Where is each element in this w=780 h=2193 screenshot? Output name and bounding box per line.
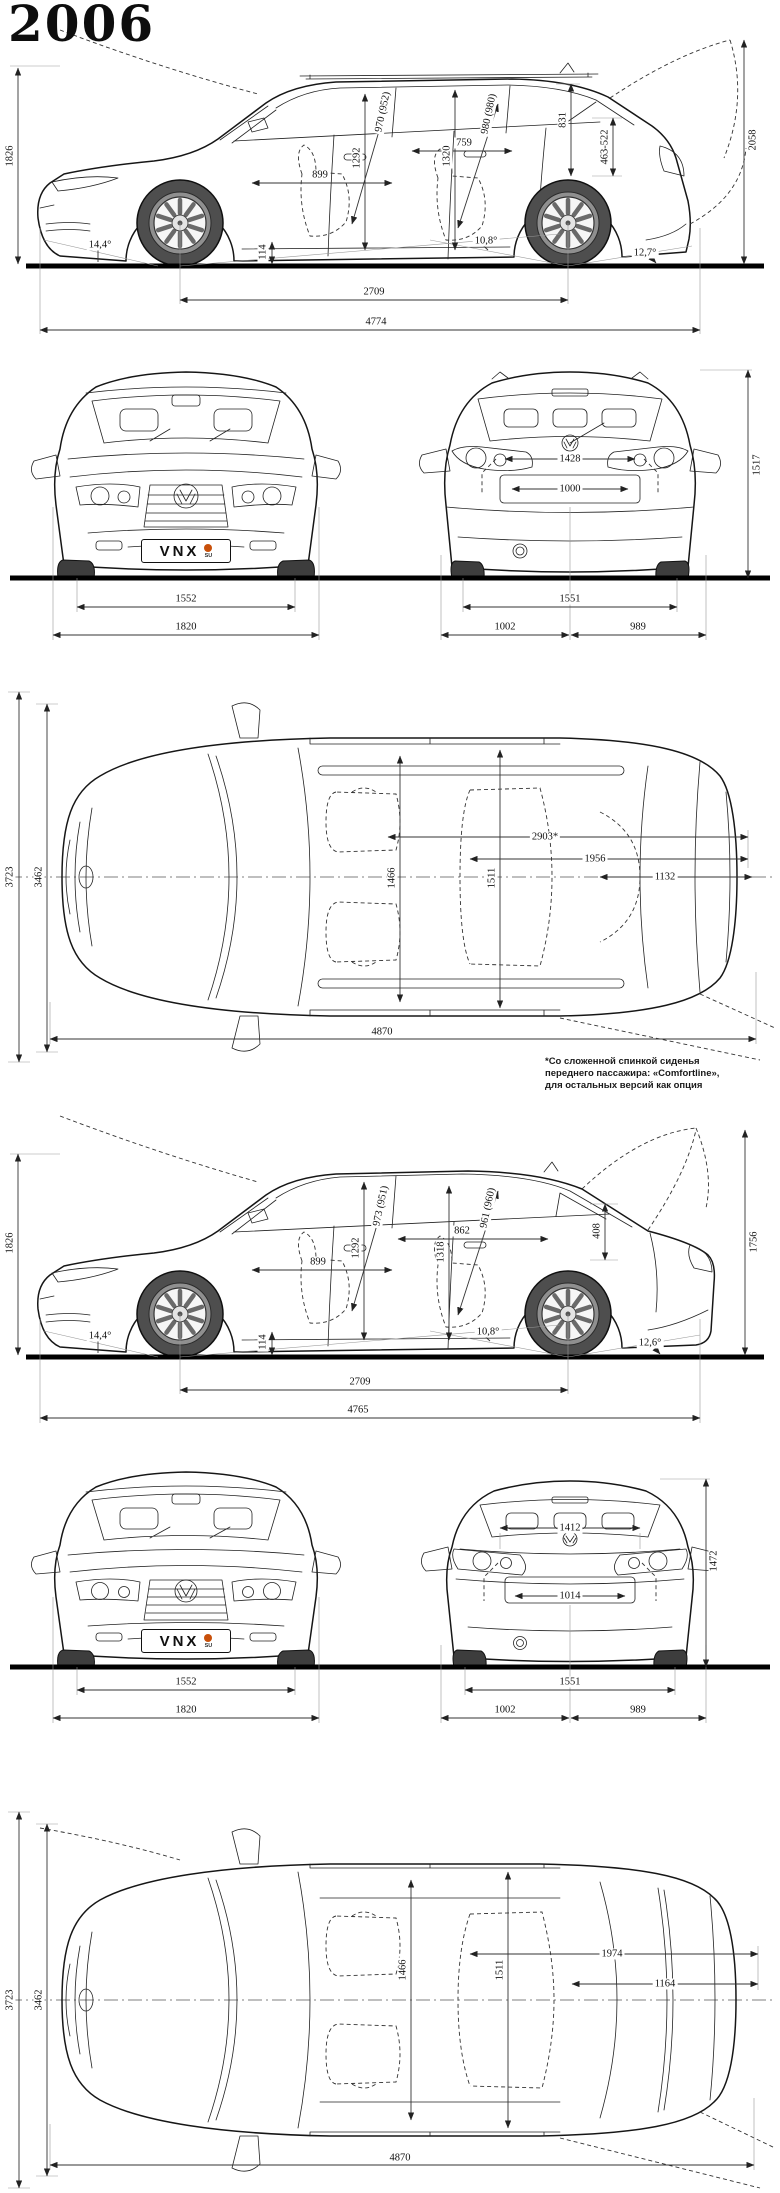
dim-front-track: 1552 [175,1676,197,1688]
dim-wheelbase: 2709 [349,1376,371,1388]
badge-dot-icon [204,544,212,552]
side-mirrors [31,455,340,479]
sedan-top-view [0,1798,780,2193]
dim-clearance-body: 3462 [33,1989,45,2011]
roof-rail [318,766,624,775]
dim-hatch-height: 831 [557,112,569,128]
plate-text: VNX [159,542,200,560]
sedan-front-rear-drawing [0,1465,780,1765]
dim-left-section: 1002 [494,1704,516,1716]
dim-ramp-angle: 10,8° [476,1326,500,1338]
dim-approach-angle: 14,4° [88,239,112,251]
dim-rear-track: 1551 [559,1676,581,1688]
dim-rear-door-opening: 759 [456,137,472,149]
roof-rail [318,979,624,988]
dim-rear-interior-height: 1318 [435,1241,447,1263]
dim-deck-height: 408 [591,1223,603,1239]
dim-clearance-total: 3723 [4,1989,16,2011]
dim-emblem-width: 1412 [559,1522,581,1534]
dim-cargo-length: 1956 [584,853,606,865]
dim-ground-clearance: 114 [257,1334,269,1350]
dim-height: 1517 [751,454,763,476]
dim-max-cargo-length: 2903* [531,831,559,843]
badge-dot-icon [204,1634,212,1642]
footnote-line2: переднего пассажира: «Comfortline», [545,1068,720,1079]
dim-length-total: 4870 [389,2152,411,2164]
license-plate [141,1629,231,1653]
front-seat-outline [298,145,349,236]
dim-height-total: 1826 [4,145,16,167]
dim-width-rear: 1511 [486,867,498,889]
dim-departure-angle: 12,7° [633,247,657,259]
dim-rear-door-opening: 862 [454,1225,470,1237]
dim-wheelbase: 2709 [363,286,385,298]
roof-rails [300,63,598,79]
vw-logo-icon [175,1580,197,1602]
dim-clearance-total: 3723 [4,866,16,888]
footnote [545,1056,775,1092]
dim-length-total: 4870 [371,1026,393,1038]
wagon-side-drawing [0,28,780,344]
vw-logo-icon [563,1532,577,1546]
dim-front-legroom: 899 [312,169,328,181]
dim-width: 1820 [175,621,197,633]
dim-trunk-width: 1164 [654,1978,676,1990]
dim-front-headroom: 970 (952) [373,90,393,134]
dim-length: 4765 [347,1404,369,1416]
dim-front-interior-height: 1292 [351,147,363,169]
dim-rear-interior-height: 1320 [441,145,453,167]
dim-ramp-angle: 10,8° [474,235,498,247]
dim-tailgate-open-height: 2058 [747,129,759,151]
dim-approach-angle: 14,4° [88,1330,112,1342]
footnote-line3: для остальных версий как опция [545,1080,703,1091]
sedan-side-drawing [0,1112,780,1428]
dim-right-section: 989 [630,1704,646,1716]
plate-badge-text: SU [204,552,213,559]
dim-front-interior-height: 1292 [350,1237,362,1259]
dim-height: 1472 [708,1550,720,1572]
dim-trunk-open-height: 1756 [748,1231,760,1253]
dim-load-sill: 463-522 [599,129,611,165]
wagon-front-rear-views [0,355,780,655]
sedan-top-drawing [0,1798,780,2193]
dim-rear-headroom: 980 (980) [479,92,499,136]
dim-front-legroom: 899 [310,1256,326,1268]
dim-opening-width: 1000 [559,483,581,495]
side-mirror [248,118,268,132]
license-plate [141,539,231,563]
dim-length: 4774 [365,316,387,328]
dim-rear-track: 1551 [559,593,581,605]
dim-shelf-width: 1974 [601,1948,623,1960]
dim-front-headroom: 973 (951) [371,1184,391,1228]
dim-right-section: 989 [630,621,646,633]
model-year-title: 2006 [8,0,156,53]
wagon-top-view [0,672,780,1064]
dim-ground-clearance: 114 [257,244,269,260]
plate-text: VNX [159,1632,200,1650]
open-tailgate-outline [610,40,746,224]
dim-departure-angle: 12,6° [638,1337,662,1349]
plate-country-badge [204,544,212,559]
plate-country-badge [204,1634,212,1649]
dim-emblem-width: 1428 [559,453,581,465]
footnote-line1: *Со сложенной спинкой сиденья [545,1056,700,1067]
dim-left-section: 1002 [494,621,516,633]
side-mirror [248,1209,268,1223]
dim-width: 1820 [175,1704,197,1716]
dim-opening-width: 1014 [559,1590,581,1602]
dim-width-front: 1466 [397,1959,409,1981]
sedan-side-view [0,1112,780,1428]
wagon-side-view [0,28,780,344]
dim-width-rear: 1511 [494,1959,506,1981]
wagon-front-rear-drawing [0,355,780,655]
dim-cargo-width: 1132 [654,871,676,883]
dim-clearance-body: 3462 [33,866,45,888]
dim-height-total: 1826 [4,1232,16,1254]
dim-rear-headroom: 961 (960) [478,1186,498,1230]
plate-badge-text: SU [204,1642,213,1649]
dim-front-track: 1552 [175,593,197,605]
sedan-front-rear-views [0,1465,780,1765]
dim-width-front: 1466 [386,867,398,889]
front-seat-outline [298,1232,349,1323]
